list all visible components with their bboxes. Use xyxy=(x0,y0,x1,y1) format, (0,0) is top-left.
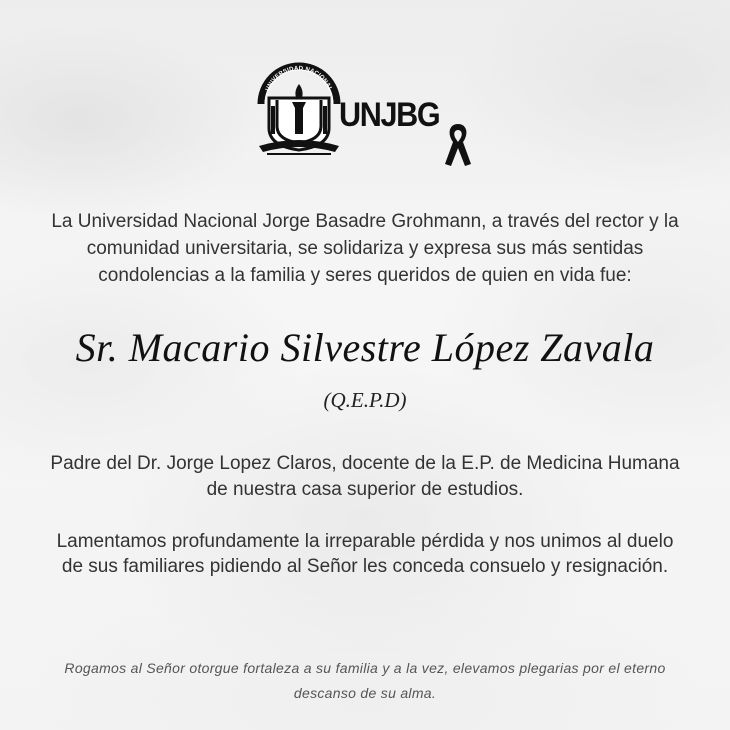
seal-top-text: UNIVERSIDAD NACIONAL xyxy=(265,65,333,93)
mourning-ribbon-icon xyxy=(441,120,475,168)
prayer-text: Rogamos al Señor otorgue fortaleza a su familia y a la vez, elevamos plegarias por el eterno descanso de su alma. xyxy=(64,660,666,701)
qepd-label: (Q.E.P.D) xyxy=(323,388,407,412)
condolence-message: Lamentamos profundamente la irreparable pérdida y nos unimos al duelo de sus familiares pidiendo al Señor les conceda consuelo y resignación. xyxy=(56,531,674,577)
university-acronym: UNJBG xyxy=(339,96,440,134)
deceased-name: Sr. Macario Silvestre López Zavala xyxy=(75,325,655,370)
university-logo xyxy=(257,62,482,167)
relation-text: Padre del Dr. Jorge Lopez Claros, docente de la E.P. de Medicina Humana de nuestra casa superior de estudios. xyxy=(50,453,680,500)
condolence-intro-text: La Universidad Nacional Jorge Basadre Grohmann, a través del rector y la comunidad universitaria, se solidariza y expresa sus más sentidas condolencias a la familia y seres queridos de quien en vida fue: xyxy=(51,211,679,286)
university-seal-icon xyxy=(257,62,341,158)
